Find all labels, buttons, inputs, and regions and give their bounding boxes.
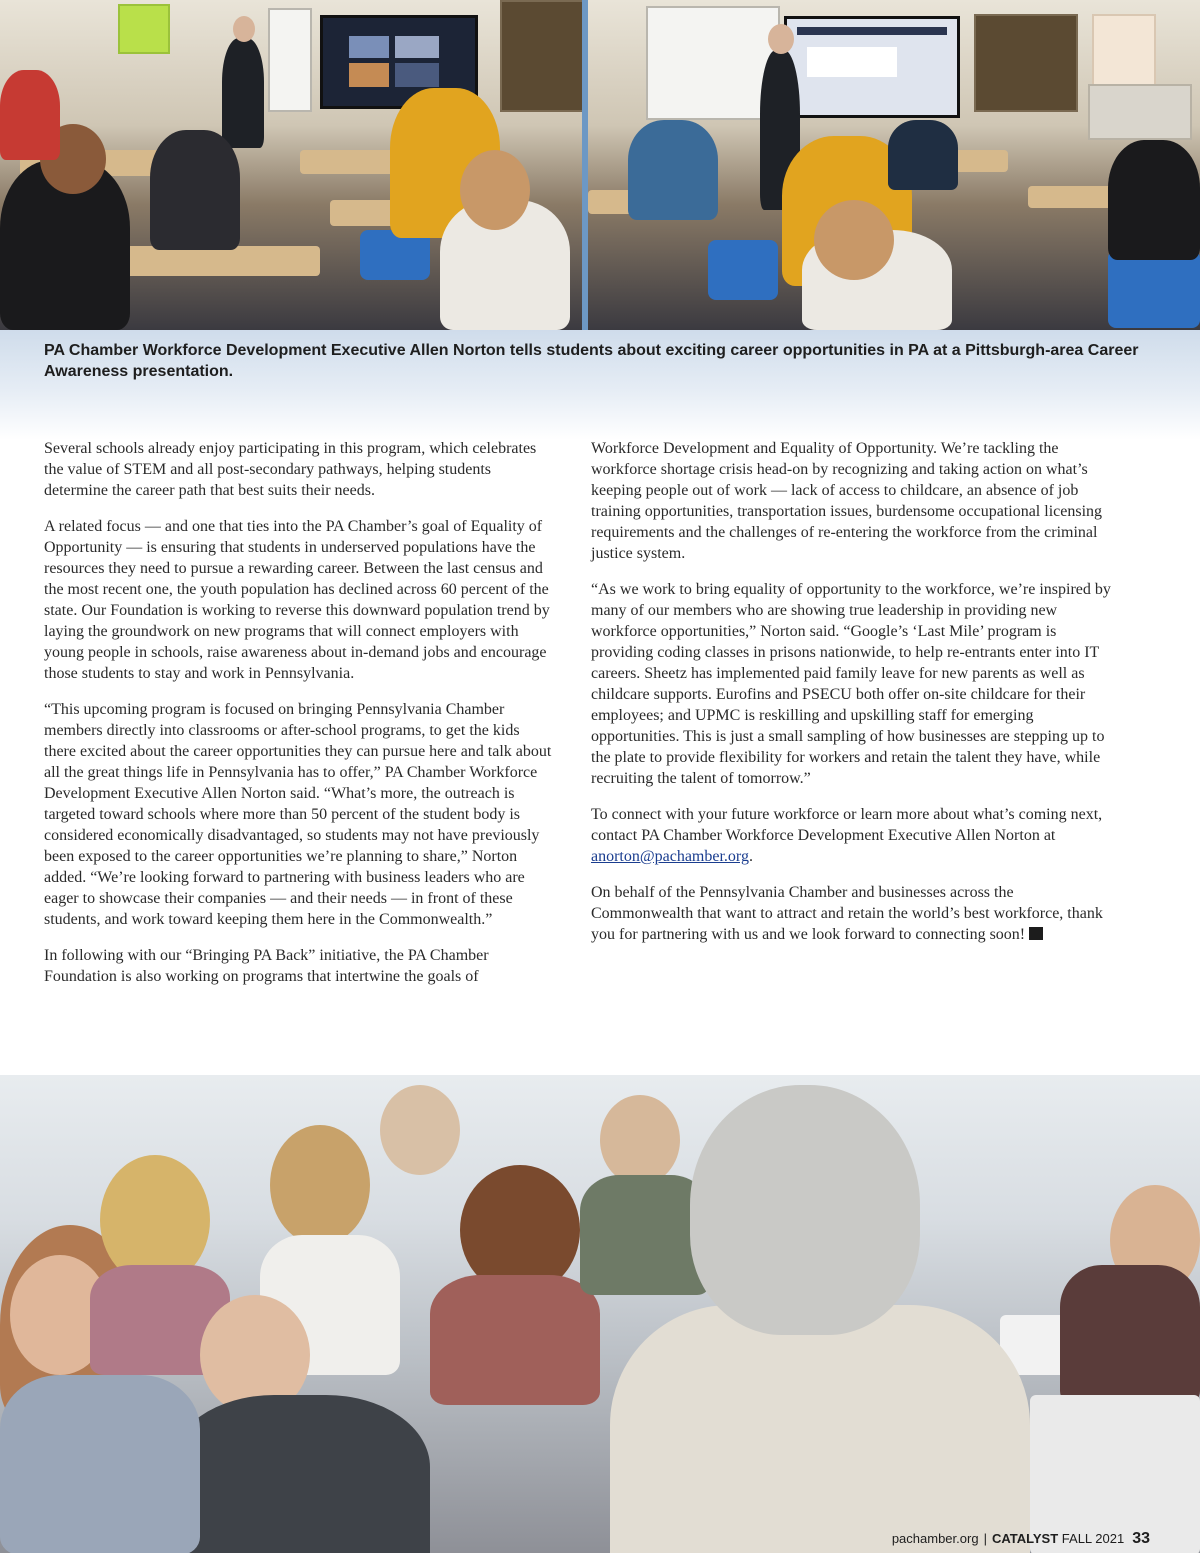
wall-posters — [118, 4, 170, 54]
page-footer — [892, 1530, 1150, 1548]
student-figure — [888, 120, 958, 190]
article-paragraph: “This upcoming program is focused on bringing Pennsylvania Chamber members directly into classrooms or after-school programs, to get the kids there excited about the career opportunities they can pursue here and talk about all the great things life in Pennsylvania has to offer,” PA Chamber Workforce Development Executive Allen Norton said. “What’s more, the outreach is targeted toward schools where more than 50 percent of the student body is considered economically disadvantaged, so students may not have previously been exposed to the career opportunities we’re planning to share,” Norton added. “We’re looking forward to partnering with business leaders who are eager to showcase their companies — and their needs — in front of these students, and work toward keeping them here in the Commonwealth.” — [44, 701, 552, 928]
article-column-right — [591, 438, 1116, 960]
presentation-screen — [784, 16, 960, 118]
student-figure — [628, 120, 718, 220]
bulletin-board — [500, 0, 582, 112]
classroom-photo-bottom — [0, 1075, 1200, 1553]
email-link[interactable]: anorton@pachamber.org — [591, 848, 749, 865]
photo-caption: PA Chamber Workforce Development Executive Allen Norton tells students about exciting career opportunities in PA at a Pittsburgh-area Career Awareness presentation. — [44, 342, 1139, 380]
article-paragraph: In following with our “Bringing PA Back” initiative, the PA Chamber Foundation is also working on programs that intertwine the goals of — [44, 947, 489, 985]
page-number: 33 — [1132, 1530, 1150, 1547]
contact-text-end: . — [748, 848, 753, 865]
article-paragraph: A related focus — and one that ties into the PA Chamber’s goal of Equality of Opportunity — is ensuring that students in underserved populations have the resources they need to pursue a rewarding career. Between the last census and the most recent one, the youth population has declined across 60 percent of the state. Our Foundation is working to reverse this downward population trend by laying the groundwork on new programs that will connect employers with young people in schools, raise awareness about in-demand jobs and encourage those students to stay and work in Pennsylvania. — [44, 518, 550, 682]
top-photo-strip — [0, 0, 1200, 330]
presenter-figure — [222, 38, 264, 148]
classroom-photo-left — [0, 0, 582, 330]
article-paragraph: Workforce Development and Equality of Opportunity. We’re tackling the workforce shortage crisis head-on by recognizing and taking action on what’s keeping people out of work — lack of access to childcare, an absence of job training opportunities, transportation issues, burdensome occupational licensing requirements and the challenges of re-entering the workforce from the criminal justice system. — [591, 440, 1103, 562]
footer-issue: FALL 2021 — [1061, 1531, 1125, 1546]
end-of-article-icon — [1029, 927, 1043, 940]
teacher-figure — [610, 1305, 1030, 1553]
student-figure — [1108, 140, 1200, 260]
storage-bins — [1088, 84, 1192, 140]
student-figure — [150, 130, 240, 250]
footer-site: pachamber.org — [891, 1531, 979, 1546]
classroom-photo-right — [588, 0, 1200, 330]
whiteboard — [268, 8, 312, 112]
closing-text: On behalf of the Pennsylvania Chamber and businesses across the Commonwealth that want to attract and retain the world’s best workforce, thank you for partnering with us and we look forward to connecting soon! — [591, 884, 1103, 943]
bulletin-board — [974, 14, 1078, 112]
closing-paragraph — [591, 882, 1116, 945]
footer-separator: | — [983, 1531, 987, 1546]
footer-magazine: CATALYST — [991, 1531, 1059, 1546]
contact-text: To connect with your future workforce or learn more about what’s coming next, contact PA Chamber Workforce Development Executive Allen Norton at — [591, 806, 1103, 844]
student-figure — [0, 70, 60, 160]
article-paragraph: Several schools already enjoy participating in this program, which celebrates the value of STEM and all post-secondary pathways, helping students determine the career path that best suits their needs. — [44, 440, 537, 499]
article-column-left — [44, 438, 554, 1002]
contact-paragraph — [591, 804, 1116, 867]
article-paragraph: “As we work to bring equality of opportunity to the workforce, we’re inspired by many of our members who are showing true leadership in providing new workforce opportunities,” Norton said. “Google’s ‘Last Mile’ program is providing coding classes in prisons nationwide, to help re-entrants enter into IT careers. Sheetz has implemented paid family leave for new parents as well as childcare supports. Eurofins and PSECU both offer on-site childcare for their employees; and UPMC is reskilling and upskilling staff for emerging opportunities. This is just a small sampling of how businesses are stepping up to the plate to provide flexibility for workers and retain the talent they have, while recruiting the talent of tomorrow.” — [591, 581, 1111, 787]
teacher-head — [690, 1085, 920, 1335]
